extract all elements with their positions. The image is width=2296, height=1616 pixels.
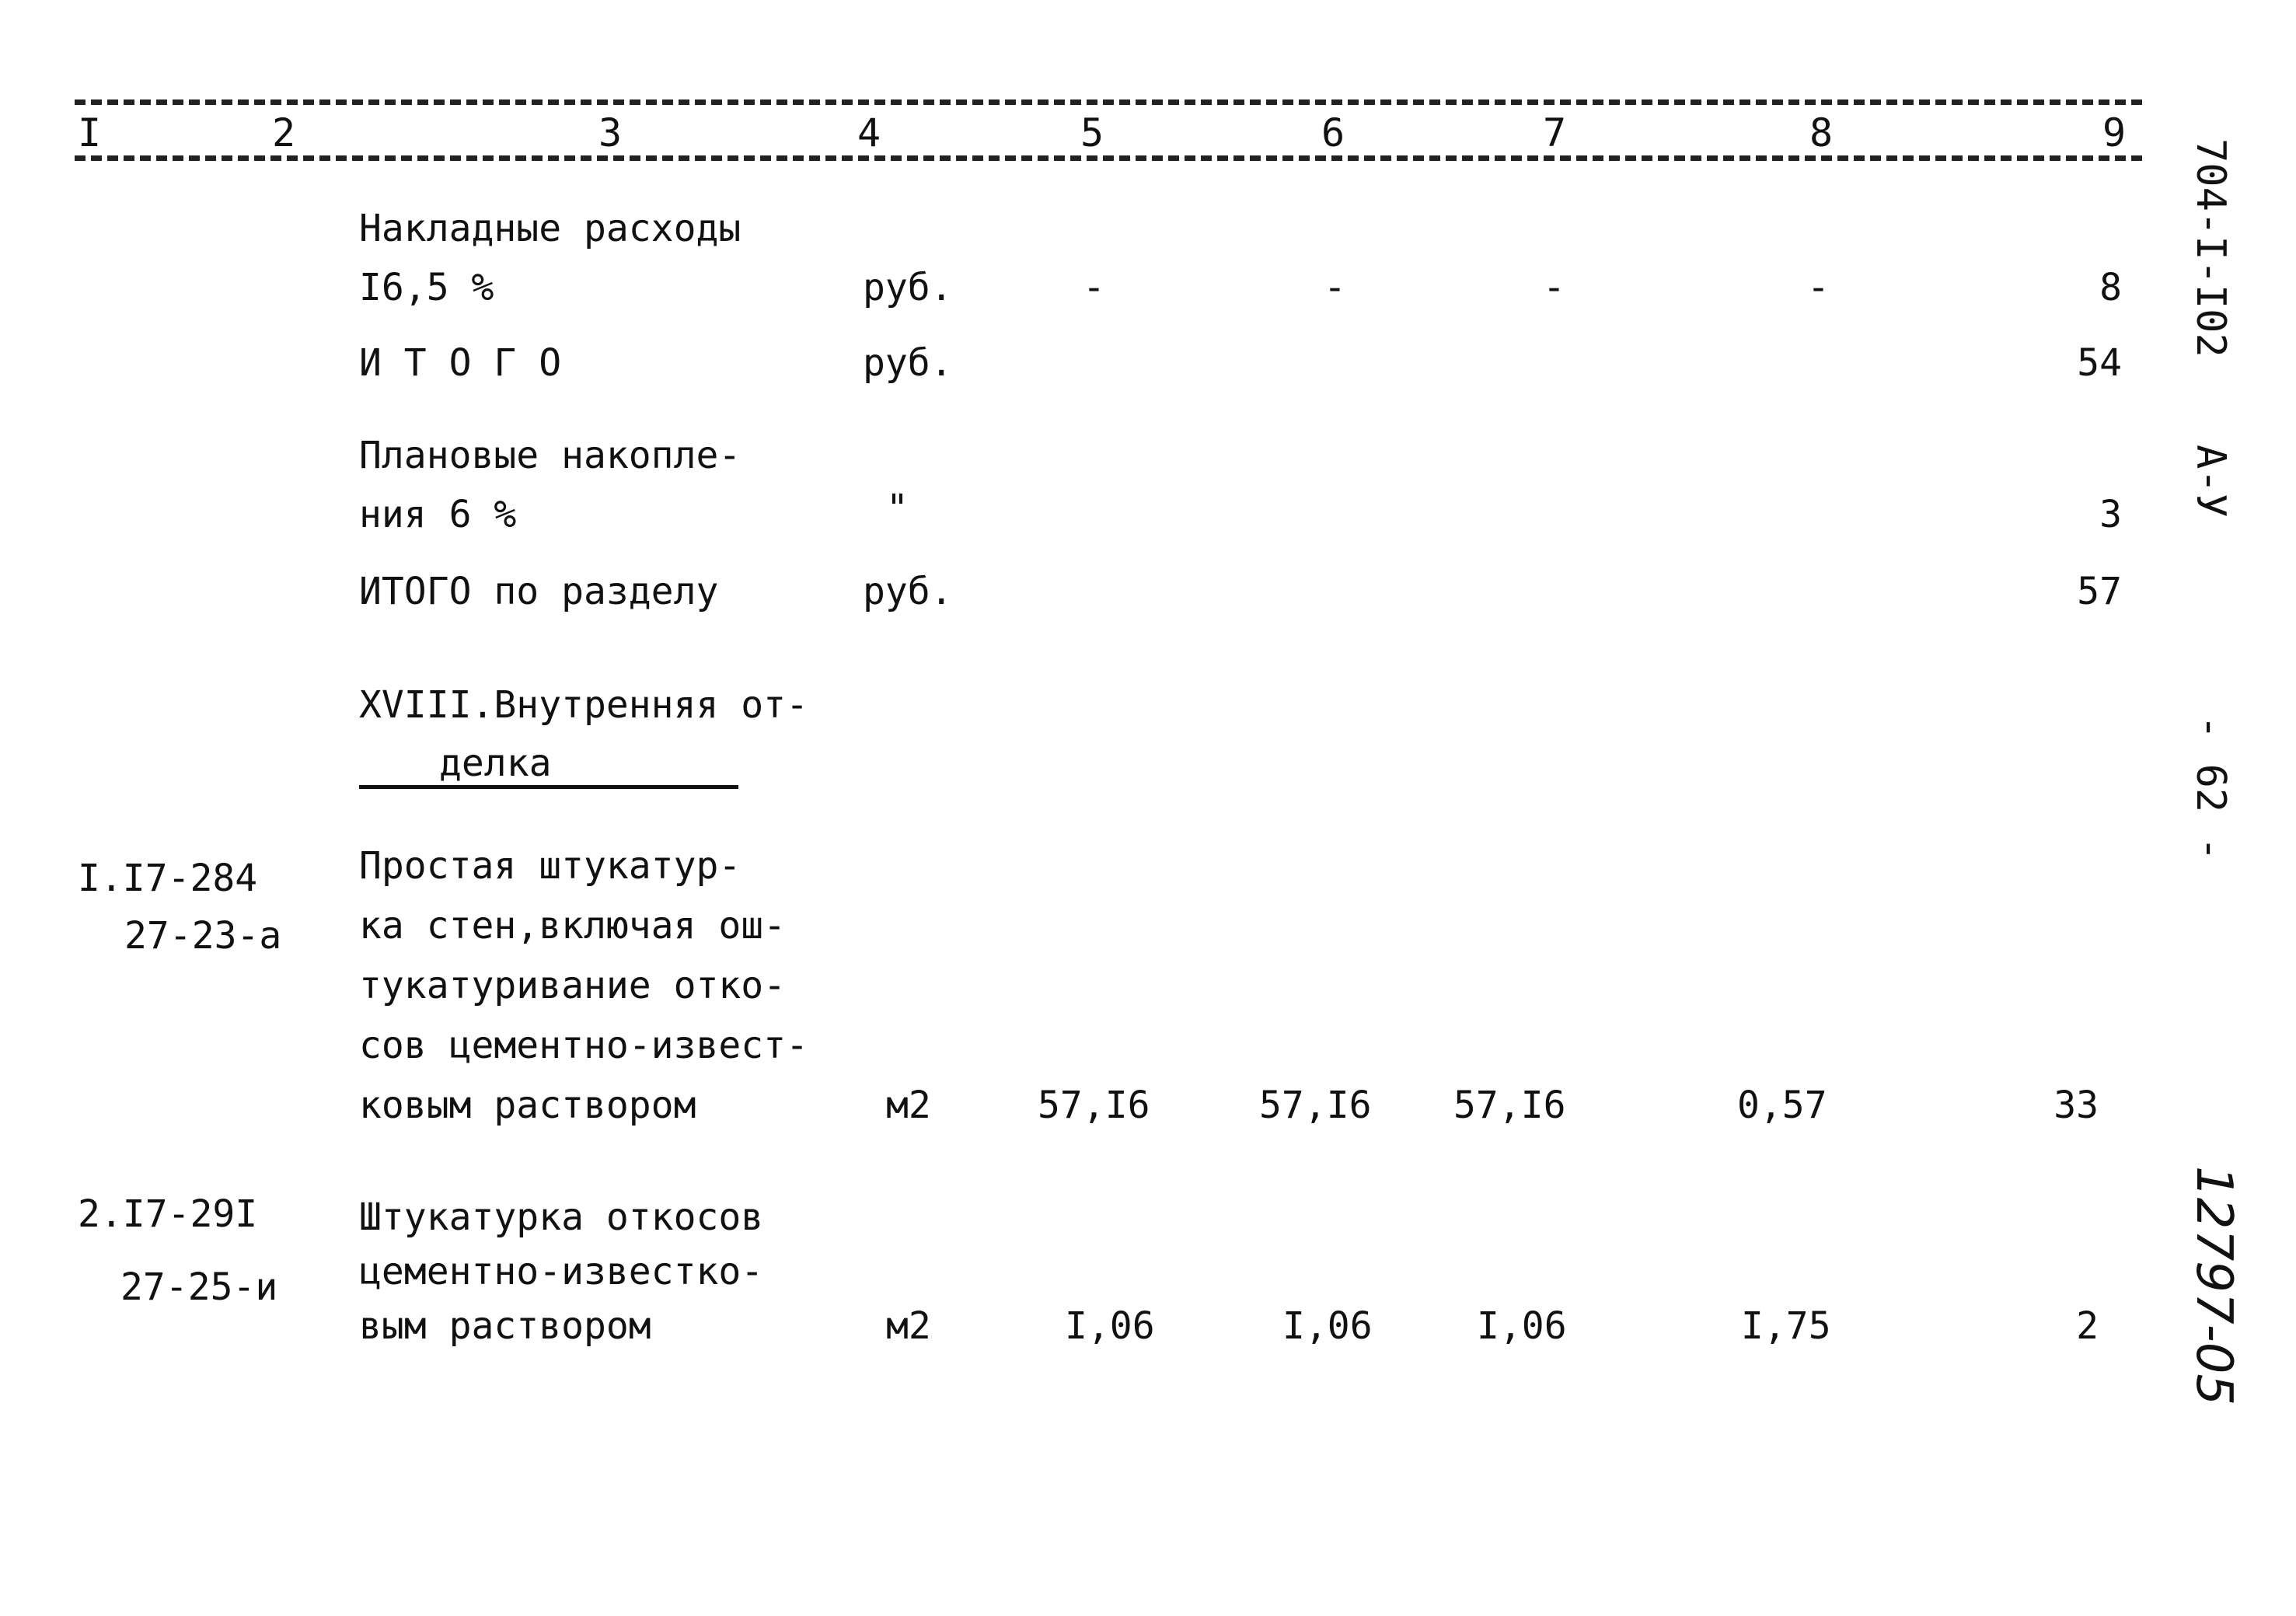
item1-unit: м2 <box>886 1084 931 1127</box>
section-total-c9: 57 <box>2077 570 2122 613</box>
item1-desc-line: сов цементно-извест- <box>359 1024 808 1067</box>
item1-c6: 57,I6 <box>1259 1084 1372 1127</box>
col-header-1: I <box>78 110 102 155</box>
header-top-rule <box>75 99 2142 105</box>
overhead-unit: руб. <box>863 266 953 309</box>
item1-desc-line: ковым раствором <box>359 1084 696 1127</box>
item1-c9: 33 <box>2053 1084 2099 1127</box>
total-c9: 54 <box>2077 341 2122 385</box>
item2-code: 2.I7-29I <box>78 1192 258 1236</box>
item1-norm: 27-23-а <box>124 914 282 958</box>
item2-c7: I,06 <box>1477 1304 1567 1348</box>
overhead-c9: 8 <box>2099 266 2122 309</box>
planned-label: Плановые накопле- <box>359 434 741 477</box>
item1-c7: 57,I6 <box>1453 1084 1566 1127</box>
section-heading-underline <box>359 785 738 789</box>
item2-c8: I,75 <box>1741 1304 1831 1348</box>
item1-c5: 57,I6 <box>1038 1084 1150 1127</box>
col-header-2: 2 <box>272 110 296 155</box>
item1-code: I.I7-284 <box>78 857 258 900</box>
col-header-3: 3 <box>598 110 623 155</box>
planned-rate: ния 6 % <box>359 493 517 536</box>
page-number: - 62 - <box>2187 715 2234 861</box>
section-total-unit: руб. <box>863 570 953 613</box>
album-mark: A-У <box>2187 445 2234 518</box>
overhead-c6: - <box>1324 266 1346 309</box>
planned-unit: " <box>886 487 909 530</box>
total-unit: руб. <box>863 341 953 385</box>
col-header-4: 4 <box>857 110 881 155</box>
inventory-number: 12797-05 <box>2185 1166 2242 1406</box>
col-header-9: 9 <box>2102 110 2127 155</box>
section-heading-cont: делка <box>439 742 552 785</box>
col-header-7: 7 <box>1543 110 1567 155</box>
item1-desc-line: тукатуривание отко- <box>359 964 787 1007</box>
item2-unit: м2 <box>886 1304 931 1348</box>
col-header-8: 8 <box>1809 110 1834 155</box>
item1-desc-line: ка стен,включая ош- <box>359 904 787 948</box>
item2-c9: 2 <box>2076 1304 2099 1348</box>
total-label: И Т О Г О <box>359 341 562 385</box>
item2-desc-line: вым раствором <box>359 1304 651 1348</box>
item2-desc-line: Штукатурка откосов <box>359 1195 764 1239</box>
item1-desc-line: Простая штукатур- <box>359 844 741 888</box>
header-bottom-rule <box>75 155 2142 161</box>
col-header-5: 5 <box>1080 110 1104 155</box>
overhead-c5: - <box>1083 266 1105 309</box>
overhead-c7: - <box>1543 266 1565 309</box>
col-header-6: 6 <box>1321 110 1345 155</box>
item2-norm: 27-25-и <box>120 1265 278 1309</box>
overhead-c8: - <box>1807 266 1830 309</box>
doc-code: 704-I-I02 <box>2187 138 2234 358</box>
item2-c5: I,06 <box>1065 1304 1155 1348</box>
overhead-rate: I6,5 % <box>359 266 494 309</box>
section-heading: XVIII.Внутренняя от- <box>359 683 808 727</box>
planned-c9: 3 <box>2099 493 2122 536</box>
section-total-label: ИТОГО по разделу <box>359 570 719 613</box>
overhead-label: Накладные расходы <box>359 207 741 250</box>
item2-c6: I,06 <box>1282 1304 1373 1348</box>
item2-desc-line: цементно-известко- <box>359 1250 764 1293</box>
item1-c8: 0,57 <box>1737 1084 1827 1127</box>
